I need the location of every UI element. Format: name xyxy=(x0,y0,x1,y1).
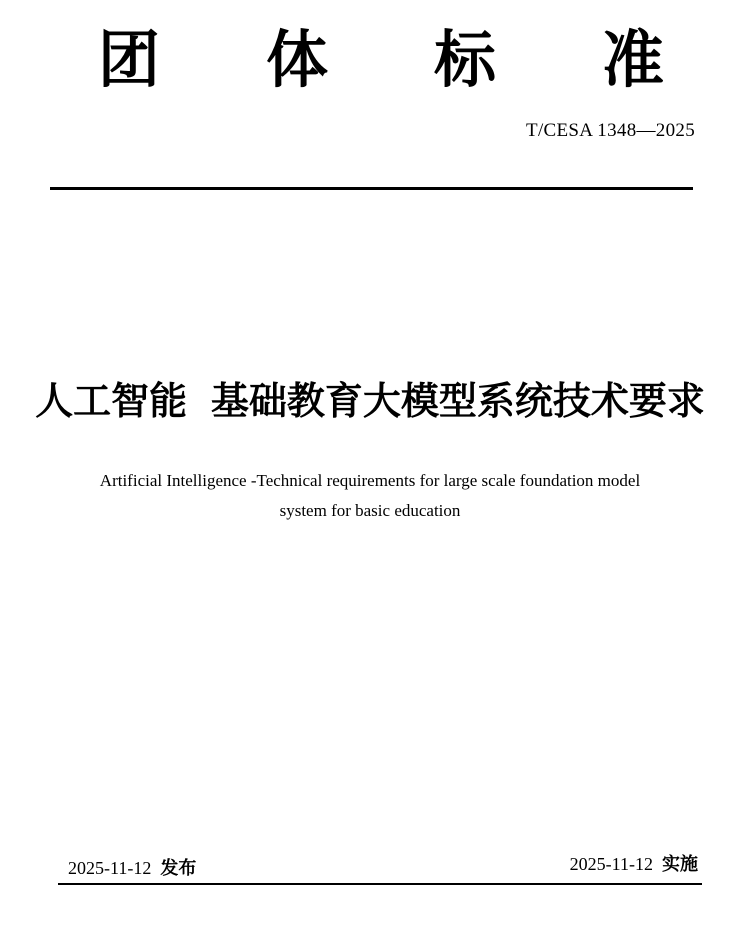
standard-number: T/CESA 1348—2025 xyxy=(526,120,695,141)
standard-type-char: 体 xyxy=(265,26,328,95)
standard-type-char: 准 xyxy=(601,26,664,95)
document-title-en xyxy=(0,466,740,526)
implementation-date-block xyxy=(570,850,698,876)
document-title-en-line1: Artificial Intelligence -Technical requirements for large scale foundation model xyxy=(99,471,641,490)
standard-type-char: 标 xyxy=(433,26,496,95)
release-date-block xyxy=(68,854,196,880)
header-rule xyxy=(50,187,693,190)
implementation-date: 2025-11-12 xyxy=(569,854,653,874)
release-label: 发布 xyxy=(160,858,197,878)
standard-type-char: 团 xyxy=(98,26,161,95)
footer-rule xyxy=(58,883,702,885)
document-title-zh: 人工智能 基础教育大模型系统技术要求 xyxy=(35,381,705,423)
release-date: 2025-11-12 xyxy=(68,858,152,878)
implementation-label: 实施 xyxy=(662,854,698,874)
standard-type-title xyxy=(98,26,664,96)
document-title-en-line2: system for basic education xyxy=(279,501,461,520)
